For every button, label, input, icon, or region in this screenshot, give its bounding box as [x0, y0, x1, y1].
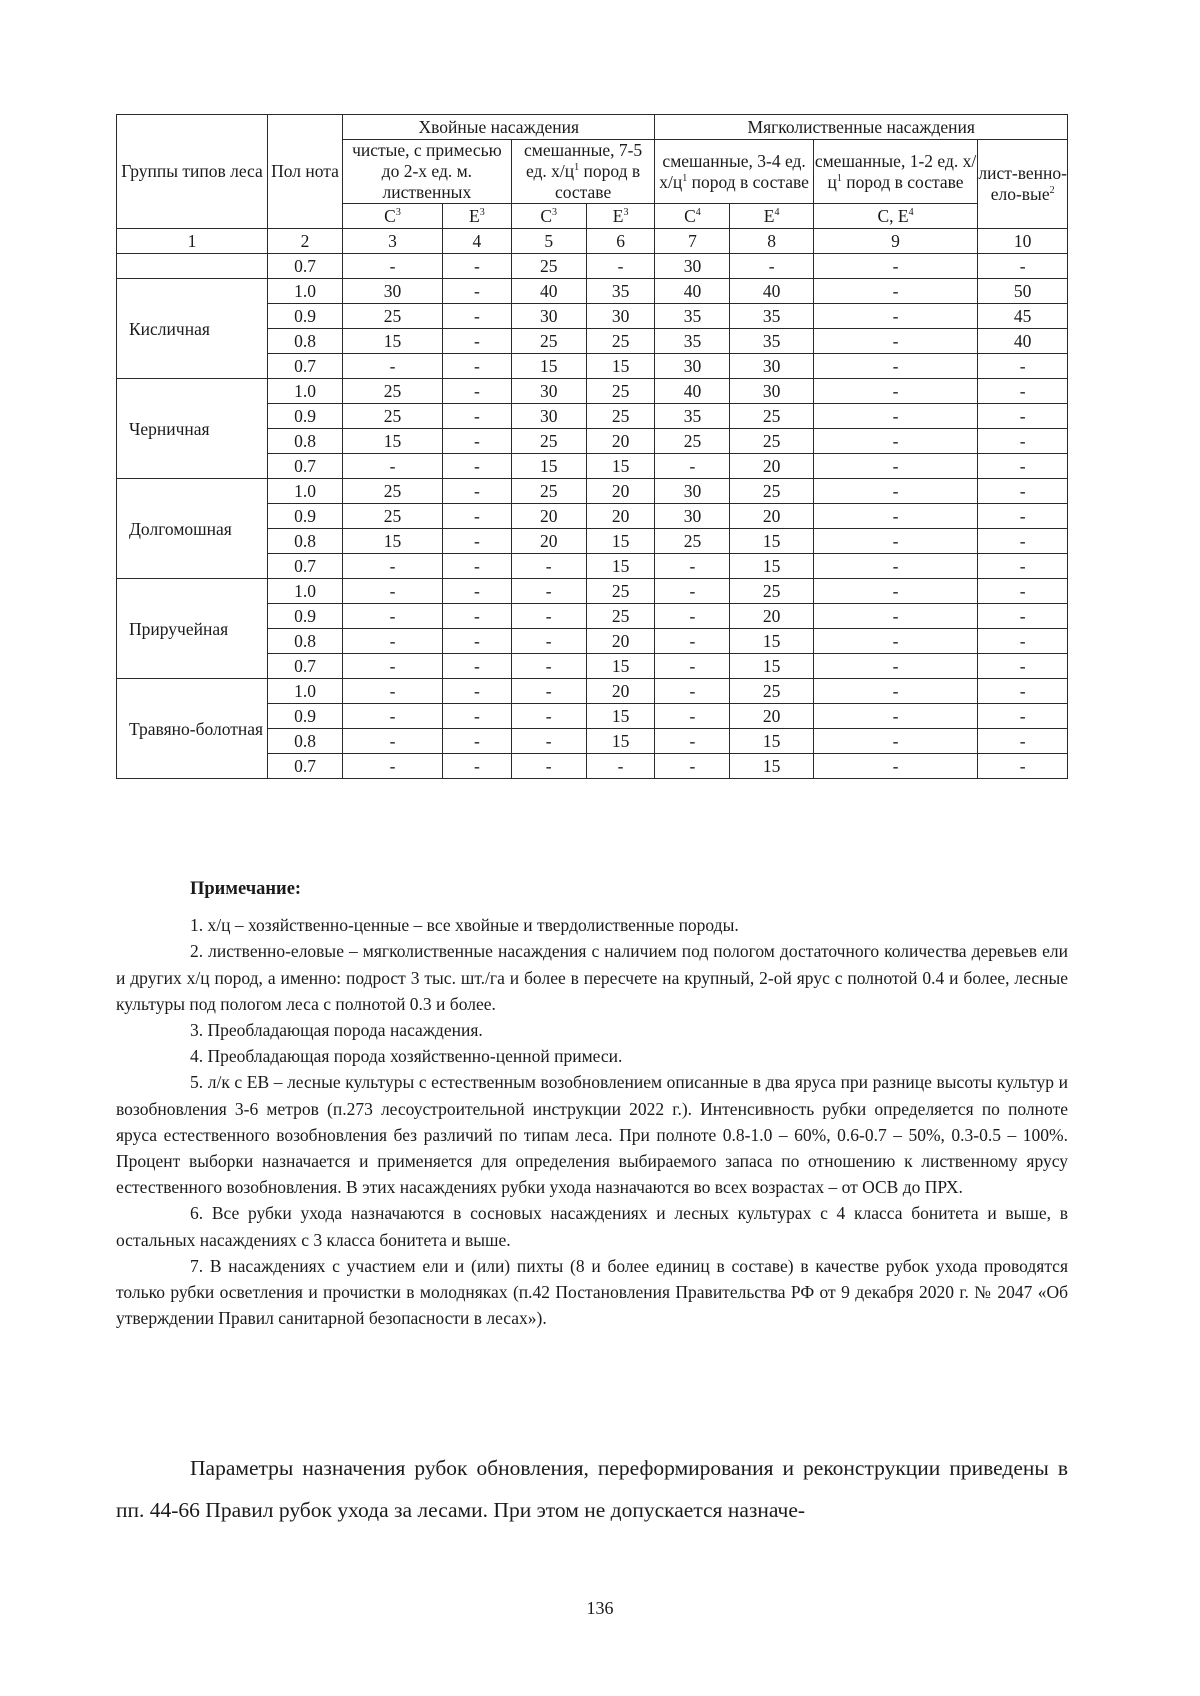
value-cell: - [586, 754, 655, 779]
value-cell: - [813, 654, 978, 679]
value-cell: 25 [655, 429, 730, 454]
header-density: Пол нота [268, 115, 343, 229]
value-cell: 30 [655, 254, 730, 279]
footnote-marker: 2 [1049, 185, 1055, 197]
column-number: 2 [268, 229, 343, 254]
value-cell: 25 [343, 304, 443, 329]
value-cell: - [442, 279, 511, 304]
value-cell: - [442, 304, 511, 329]
value-cell: - [813, 754, 978, 779]
value-cell: - [511, 704, 586, 729]
footnote-marker: 1 [682, 172, 688, 184]
value-cell: - [511, 554, 586, 579]
value-cell: 25 [586, 404, 655, 429]
value-cell: 15 [730, 729, 813, 754]
value-cell: 30 [511, 404, 586, 429]
value-cell: 30 [586, 304, 655, 329]
value-cell: 35 [586, 279, 655, 304]
header-mixed-3-4-tail: пород в составе [691, 171, 809, 192]
header-mixed-1-2-label: смешанные, 1-2 ед. х/ц [814, 150, 977, 192]
value-cell: - [655, 629, 730, 654]
density-cell: 0.8 [268, 329, 343, 354]
value-cell: - [978, 554, 1068, 579]
value-cell: - [813, 629, 978, 654]
value-cell: - [511, 604, 586, 629]
value-cell: 15 [586, 354, 655, 379]
column-number: 4 [442, 229, 511, 254]
value-cell: 15 [343, 329, 443, 354]
value-cell: - [343, 654, 443, 679]
value-cell: - [813, 254, 978, 279]
value-cell: - [655, 704, 730, 729]
value-cell: - [978, 479, 1068, 504]
page-number: 136 [586, 1598, 614, 1618]
value-cell: 25 [586, 604, 655, 629]
density-cell: 1.0 [268, 579, 343, 604]
value-cell: 25 [343, 504, 443, 529]
value-cell: 25 [511, 429, 586, 454]
density-cell: 1.0 [268, 479, 343, 504]
value-cell: 25 [730, 429, 813, 454]
value-cell: 25 [730, 479, 813, 504]
header-group-types: Группы типов леса [117, 115, 268, 229]
value-cell: - [343, 579, 443, 604]
note-6: 6. Все рубки ухода назначаются в сосновых насаждениях и лесных культурах с 4 класса бонитета и выше, в остальных насаждениях с 3 класса бонитета и выше. [116, 1203, 1068, 1250]
column-numbers-row [117, 229, 1068, 254]
group-cell-empty [117, 254, 268, 279]
density-cell: 0.7 [268, 754, 343, 779]
value-cell: - [343, 629, 443, 654]
value-cell: - [343, 754, 443, 779]
value-cell: 20 [730, 604, 813, 629]
value-cell: - [978, 354, 1068, 379]
value-cell: - [511, 754, 586, 779]
value-cell: 30 [655, 504, 730, 529]
value-cell: - [511, 729, 586, 754]
value-cell: - [442, 404, 511, 429]
value-cell: - [655, 604, 730, 629]
value-cell: 15 [730, 529, 813, 554]
value-cell: 25 [343, 479, 443, 504]
value-cell: - [813, 329, 978, 354]
density-cell: 1.0 [268, 379, 343, 404]
footnote-marker: 1 [574, 162, 580, 174]
value-cell: 20 [586, 504, 655, 529]
note-2: 2. лиственно-еловые – мягколиственные насаждения с наличием под пологом достаточного количества деревьев ели и других х/ц пород, а именно: подрост 3 тыс. шт./га и более в пересчете на крупный, 2-ой ярус с полнотой 0.4 и более, лесные культуры под пологом леса с полнотой 0.3 и более. [116, 941, 1068, 1014]
value-cell: - [978, 729, 1068, 754]
value-cell: - [813, 304, 978, 329]
table-row [117, 254, 1068, 279]
value-cell: - [655, 654, 730, 679]
value-cell: - [813, 679, 978, 704]
density-cell: 0.9 [268, 504, 343, 529]
value-cell: 20 [586, 629, 655, 654]
value-cell: 30 [730, 379, 813, 404]
species-e: $Е^3$ [586, 204, 655, 229]
value-cell: - [813, 429, 978, 454]
forest-type-group: Черничная [117, 379, 268, 479]
value-cell: 15 [586, 454, 655, 479]
value-cell: - [978, 379, 1068, 404]
header-soft-deciduous: Мягколиственные насаждения [655, 115, 1068, 140]
density-cell: 0.7 [268, 554, 343, 579]
density-cell: 0.9 [268, 404, 343, 429]
table-row [117, 479, 1068, 504]
table-row [117, 279, 1068, 304]
column-number: 1 [117, 229, 268, 254]
header-mixed-1-2 [813, 140, 978, 204]
species-c: $С^3$ [343, 204, 443, 229]
value-cell: - [343, 704, 443, 729]
value-cell: - [978, 654, 1068, 679]
density-cell: 0.9 [268, 304, 343, 329]
value-cell: - [343, 729, 443, 754]
value-cell: - [655, 579, 730, 604]
header-coniferous: Хвойные насаждения [343, 115, 655, 140]
value-cell: - [442, 579, 511, 604]
value-cell: 15 [730, 754, 813, 779]
value-cell: 40 [655, 279, 730, 304]
value-cell: 25 [730, 679, 813, 704]
value-cell: - [442, 254, 511, 279]
column-number: 8 [730, 229, 813, 254]
value-cell: - [442, 554, 511, 579]
value-cell: 25 [343, 379, 443, 404]
value-cell: 25 [586, 579, 655, 604]
value-cell: - [442, 654, 511, 679]
table-row [117, 379, 1068, 404]
value-cell: 40 [978, 329, 1068, 354]
value-cell: - [813, 454, 978, 479]
value-cell: - [343, 454, 443, 479]
value-cell: 20 [730, 454, 813, 479]
value-cell: 30 [730, 354, 813, 379]
value-cell: - [655, 679, 730, 704]
value-cell: - [978, 579, 1068, 604]
value-cell: 30 [655, 354, 730, 379]
value-cell: - [978, 454, 1068, 479]
header-mixed-3-4 [655, 140, 813, 204]
value-cell: 25 [511, 254, 586, 279]
value-cell: - [813, 354, 978, 379]
value-cell: - [442, 604, 511, 629]
density-cell: 0.7 [268, 354, 343, 379]
value-cell: - [343, 354, 443, 379]
value-cell: - [978, 704, 1068, 729]
density-cell: 0.9 [268, 604, 343, 629]
value-cell: - [813, 729, 978, 754]
header-mixed-7-5 [511, 140, 655, 204]
species-c-e: С, $Е^4$ [813, 204, 978, 229]
value-cell: - [442, 454, 511, 479]
density-cell: 1.0 [268, 279, 343, 304]
value-cell: - [442, 704, 511, 729]
density-cell: 0.7 [268, 254, 343, 279]
value-cell: 40 [730, 279, 813, 304]
value-cell: - [813, 604, 978, 629]
value-cell: - [442, 379, 511, 404]
value-cell: - [511, 629, 586, 654]
value-cell: - [813, 704, 978, 729]
header-mixed-1-2-tail: пород в составе [846, 171, 964, 192]
forest-type-group: Травяно-болотная [117, 679, 268, 779]
density-cell: 0.8 [268, 429, 343, 454]
value-cell: 20 [586, 479, 655, 504]
note-5: 5. л/к с ЕВ – лесные культуры с естественным возобновлением описанные в два яруса при разнице высоты культур и возобновления 3-6 метров (п.273 лесоустроительной инструкции 2022 г.). Интенсивность рубки определяется по полноте яруса естественного возобновления без различий по типам леса. При полноте 0.8-1.0 – 60%, 0.6-0.7 – 50%, 0.3-0.5 – 100%. Процент выборки назначается и применяется для определения выбираемого запаса по отношению к лиственному ярусу естественного возобновления. В этих насаждениях рубки ухода назначаются во всех возрастах – от ОСВ до ПРХ. [116, 1072, 1068, 1198]
value-cell: 15 [511, 454, 586, 479]
table-body [117, 254, 1068, 779]
value-cell: - [343, 554, 443, 579]
value-cell: - [813, 404, 978, 429]
value-cell: - [813, 279, 978, 304]
table-row [117, 579, 1068, 604]
header-pure-label: чистые, с примесью до 2-х ед. м. лиственных [352, 140, 502, 202]
value-cell: 50 [978, 279, 1068, 304]
value-cell: - [978, 429, 1068, 454]
column-number: 9 [813, 229, 978, 254]
value-cell: 15 [586, 729, 655, 754]
value-cell: 25 [586, 329, 655, 354]
value-cell: - [655, 454, 730, 479]
value-cell: - [655, 729, 730, 754]
value-cell: 15 [586, 554, 655, 579]
column-number: 6 [586, 229, 655, 254]
value-cell: 35 [730, 304, 813, 329]
value-cell: 20 [511, 529, 586, 554]
value-cell: 30 [343, 279, 443, 304]
body-paragraph [116, 1447, 1068, 1531]
note-1: 1. х/ц – хозяйственно-ценные – все хвойные и твердолиственные породы. [190, 915, 739, 936]
density-cell: 0.8 [268, 629, 343, 654]
value-cell: 20 [586, 679, 655, 704]
density-cell: 0.8 [268, 529, 343, 554]
value-cell: - [442, 729, 511, 754]
value-cell: - [442, 679, 511, 704]
value-cell: 35 [655, 329, 730, 354]
note-7: 7. В насаждениях с участием ели и (или) пихты (8 и более единиц в составе) в качестве рубок ухода проводятся только рубки осветления и прочистки в молодняках (п.42 Постановления Правительства РФ от 9 декабря 2020 г. № 2047 «Об утверждении Правил санитарной безопасности в лесах»). [116, 1255, 1068, 1329]
value-cell: - [442, 529, 511, 554]
value-cell: 15 [586, 704, 655, 729]
value-cell: - [586, 254, 655, 279]
column-number: 7 [655, 229, 730, 254]
value-cell: 15 [343, 529, 443, 554]
value-cell: - [978, 254, 1068, 279]
cutting-intensity-table [116, 114, 1068, 779]
value-cell: - [978, 604, 1068, 629]
notes-title: Примечание: [190, 879, 302, 899]
value-cell: 25 [730, 579, 813, 604]
value-cell: - [442, 479, 511, 504]
value-cell: 35 [655, 404, 730, 429]
column-number: 5 [511, 229, 586, 254]
value-cell: 20 [730, 504, 813, 529]
species-e: $Е^4$ [730, 204, 813, 229]
value-cell: - [442, 429, 511, 454]
value-cell: - [813, 529, 978, 554]
value-cell: 25 [655, 529, 730, 554]
value-cell: 30 [655, 479, 730, 504]
value-cell: 25 [586, 379, 655, 404]
header-mixed-3-4-label: смешанные, 3-4 ед. х/ц [659, 150, 806, 192]
value-cell: - [343, 679, 443, 704]
value-cell: 30 [511, 304, 586, 329]
paragraph-text: Параметры назначения рубок обновления, переформирования и реконструкции приведены в пп. 44-66 Правил рубок ухода за лесами. При этом не допускается назначе- [116, 1456, 1068, 1522]
value-cell: - [343, 604, 443, 629]
value-cell: - [978, 754, 1068, 779]
species-c: $С^4$ [655, 204, 730, 229]
column-number: 3 [343, 229, 443, 254]
value-cell: - [655, 554, 730, 579]
species-e: $Е^3$ [442, 204, 511, 229]
note-4: 4. Преобладающая порода хозяйственно-ценной примеси. [190, 1046, 623, 1067]
value-cell: 20 [586, 429, 655, 454]
value-cell: - [813, 479, 978, 504]
forest-type-group: Приручейная [117, 579, 268, 679]
column-number: 10 [978, 229, 1068, 254]
density-cell: 0.7 [268, 654, 343, 679]
value-cell: - [442, 504, 511, 529]
value-cell: 15 [586, 529, 655, 554]
table-row [117, 679, 1068, 704]
value-cell: 15 [730, 654, 813, 679]
value-cell: - [978, 679, 1068, 704]
forest-type-group: Кисличная [117, 279, 268, 379]
value-cell: - [978, 404, 1068, 429]
notes-section [116, 876, 1068, 1331]
header-deciduous-spruce-label: лист-венно-ело-вые [978, 163, 1067, 204]
forest-type-group: Долгомошная [117, 479, 268, 579]
header-mixed-7-5-label: смешанные, 7-5 ед. х/ц [524, 140, 643, 181]
value-cell: 25 [511, 329, 586, 354]
value-cell: 20 [730, 704, 813, 729]
density-cell: 0.8 [268, 729, 343, 754]
value-cell: - [978, 629, 1068, 654]
value-cell: - [813, 554, 978, 579]
value-cell: 15 [586, 654, 655, 679]
value-cell: - [511, 654, 586, 679]
value-cell: - [813, 579, 978, 604]
header-pure [343, 140, 512, 204]
value-cell: - [655, 754, 730, 779]
density-cell: 0.7 [268, 454, 343, 479]
value-cell: 20 [511, 504, 586, 529]
header-mixed-7-5-tail: пород в составе [554, 161, 641, 202]
value-cell: 35 [730, 329, 813, 354]
value-cell: - [511, 579, 586, 604]
value-cell: 15 [511, 354, 586, 379]
value-cell: - [343, 254, 443, 279]
value-cell: 15 [730, 629, 813, 654]
value-cell: 15 [730, 554, 813, 579]
value-cell: 40 [655, 379, 730, 404]
value-cell: - [813, 379, 978, 404]
value-cell: - [442, 629, 511, 654]
header-deciduous-spruce [978, 140, 1068, 229]
value-cell: - [978, 529, 1068, 554]
value-cell: - [442, 329, 511, 354]
value-cell: 45 [978, 304, 1068, 329]
value-cell: - [511, 679, 586, 704]
value-cell: 25 [511, 479, 586, 504]
value-cell: 40 [511, 279, 586, 304]
footnote-marker: 1 [836, 172, 842, 184]
value-cell: - [442, 354, 511, 379]
note-3: 3. Преобладающая порода насаждения. [190, 1020, 483, 1041]
value-cell: - [978, 504, 1068, 529]
species-c: $С^3$ [511, 204, 586, 229]
density-cell: 0.9 [268, 704, 343, 729]
value-cell: 25 [730, 404, 813, 429]
value-cell: 30 [511, 379, 586, 404]
value-cell: 25 [343, 404, 443, 429]
density-cell: 1.0 [268, 679, 343, 704]
table-header [117, 115, 1068, 254]
value-cell: - [442, 754, 511, 779]
value-cell: 15 [343, 429, 443, 454]
value-cell: - [813, 504, 978, 529]
value-cell: 35 [655, 304, 730, 329]
value-cell: - [730, 254, 813, 279]
